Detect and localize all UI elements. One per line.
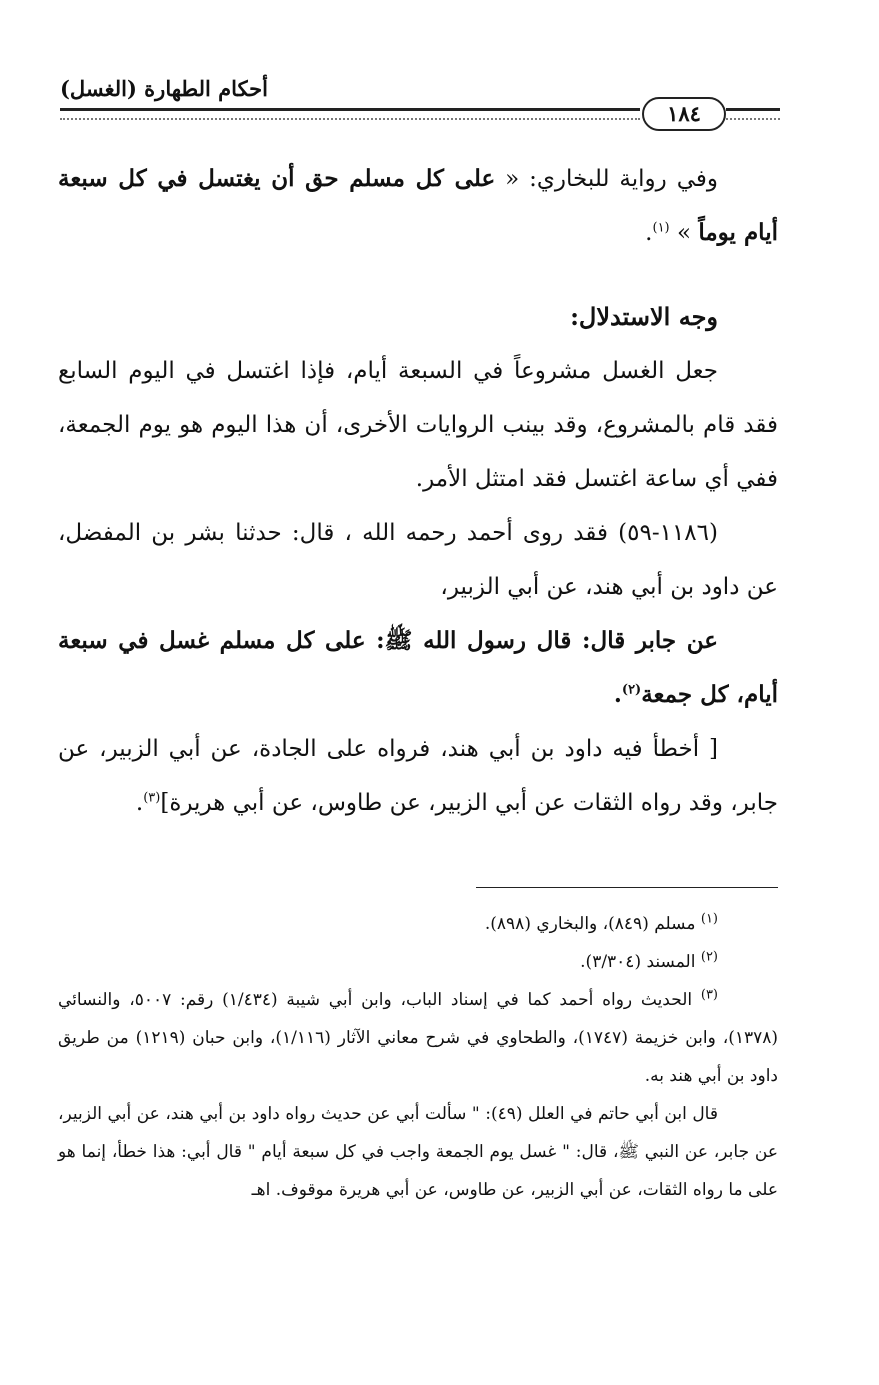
footnote-ref-3: (٣): [143, 790, 161, 806]
ruling-text: [ أخطأ فيه داود بن أبي هند، فرواه على الجادة، عن أبي الزبير، عن جابر، وقد رواه الثقات عن أبي الزبير، عن طاوس، عن أبي هريرة]: [58, 736, 778, 816]
period: .: [645, 220, 653, 246]
paragraph-bukhari-narration: [58, 152, 778, 260]
period: .: [613, 681, 622, 708]
running-title: أحكام الطهارة (الغسل): [60, 76, 268, 101]
footnote-1: [58, 905, 778, 943]
footnote-text-2: المسند (٣/٣٠٤).: [580, 952, 696, 972]
header-rule-thick: [60, 108, 640, 111]
footnote-mark-1: (١): [700, 911, 718, 927]
paragraph-ruling: [58, 722, 778, 830]
footnote-ref-1: (١): [652, 220, 670, 236]
footnotes: [58, 905, 778, 1209]
footnote-3-continuation: قال ابن أبي حاتم في العلل (٤٩): " سألت أبي عن حديث رواه داود بن أبي هند، عن أبي الزبير، عن جابر، عن النبي ﷺ، قال: " غسل يوم الجمعة واجب في كل سبعة أيام " قال أبي: هذا خطأ، إنما هو على ما رواه الثقات، عن أبي الزبير، عن طاوس، عن أبي هريرة موقوف. اهـ: [58, 1104, 778, 1200]
footnote-text-3: الحديث رواه أحمد كما في إسناد الباب، وابن أبي شيبة (١/٤٣٤) رقم: ٥٠٠٧، والنسائي (١٣٧٨)، وابن خزيمة (١٧٤٧)، والطحاوي في شرح معاني الآثار (١/١١٦)، وابن حبان (١٢١٩) من طريق داود بن أبي هند به.: [58, 990, 778, 1086]
footnote-2: [58, 943, 778, 981]
header-rule-thin: [60, 118, 640, 120]
footnote-text-1: مسلم (٨٤٩)، والبخاري (٨٩٨).: [484, 914, 696, 934]
period: .: [135, 790, 144, 816]
footnote-mark-2: (٢): [700, 949, 718, 965]
paragraph-isnad: (١١٨٦-٥٩) فقد روى أحمد رحمه الله ، قال: حدثنا بشر بن المفضل، عن داود بن أبي هند، عن أبي الزبير،: [58, 520, 778, 600]
header-rule-right-thin: [726, 118, 780, 120]
header-rule-right: [726, 108, 780, 111]
page-number: ١٨٤: [642, 97, 726, 131]
hadith-text: على كل مسلم حق أن يغتسل في كل سبعة أيام يوماً: [58, 165, 778, 246]
quote-close: »: [676, 220, 692, 246]
footnote-3: [58, 981, 778, 1095]
intro-text: وفي رواية للبخاري: «: [505, 166, 718, 192]
paragraph-inference: جعل الغسل مشروعاً في السبعة أيام، فإذا اغتسل في اليوم السابع فقد قام بالمشروع، وقد بينب الروايات الأخرى، أن هذا اليوم هو يوم الجمعة، ففي أي ساعة اغتسل فقد امتثل الأمر.: [58, 358, 778, 492]
section-heading: وجه الاستدلال:: [570, 302, 718, 331]
footnote-ref-2: (٢): [621, 682, 642, 698]
main-text: [58, 152, 778, 830]
footnote-separator: [476, 887, 778, 888]
spacer: [58, 260, 778, 290]
footnote-mark-3: (٣): [700, 987, 718, 1003]
page-header: [60, 70, 780, 130]
hadith-text: عن جابر قال: قال رسول الله ﷺ: على كل مسلم غسل في سبعة أيام، كل جمعة: [58, 627, 778, 708]
paragraph-jabir-hadith: [58, 614, 778, 722]
